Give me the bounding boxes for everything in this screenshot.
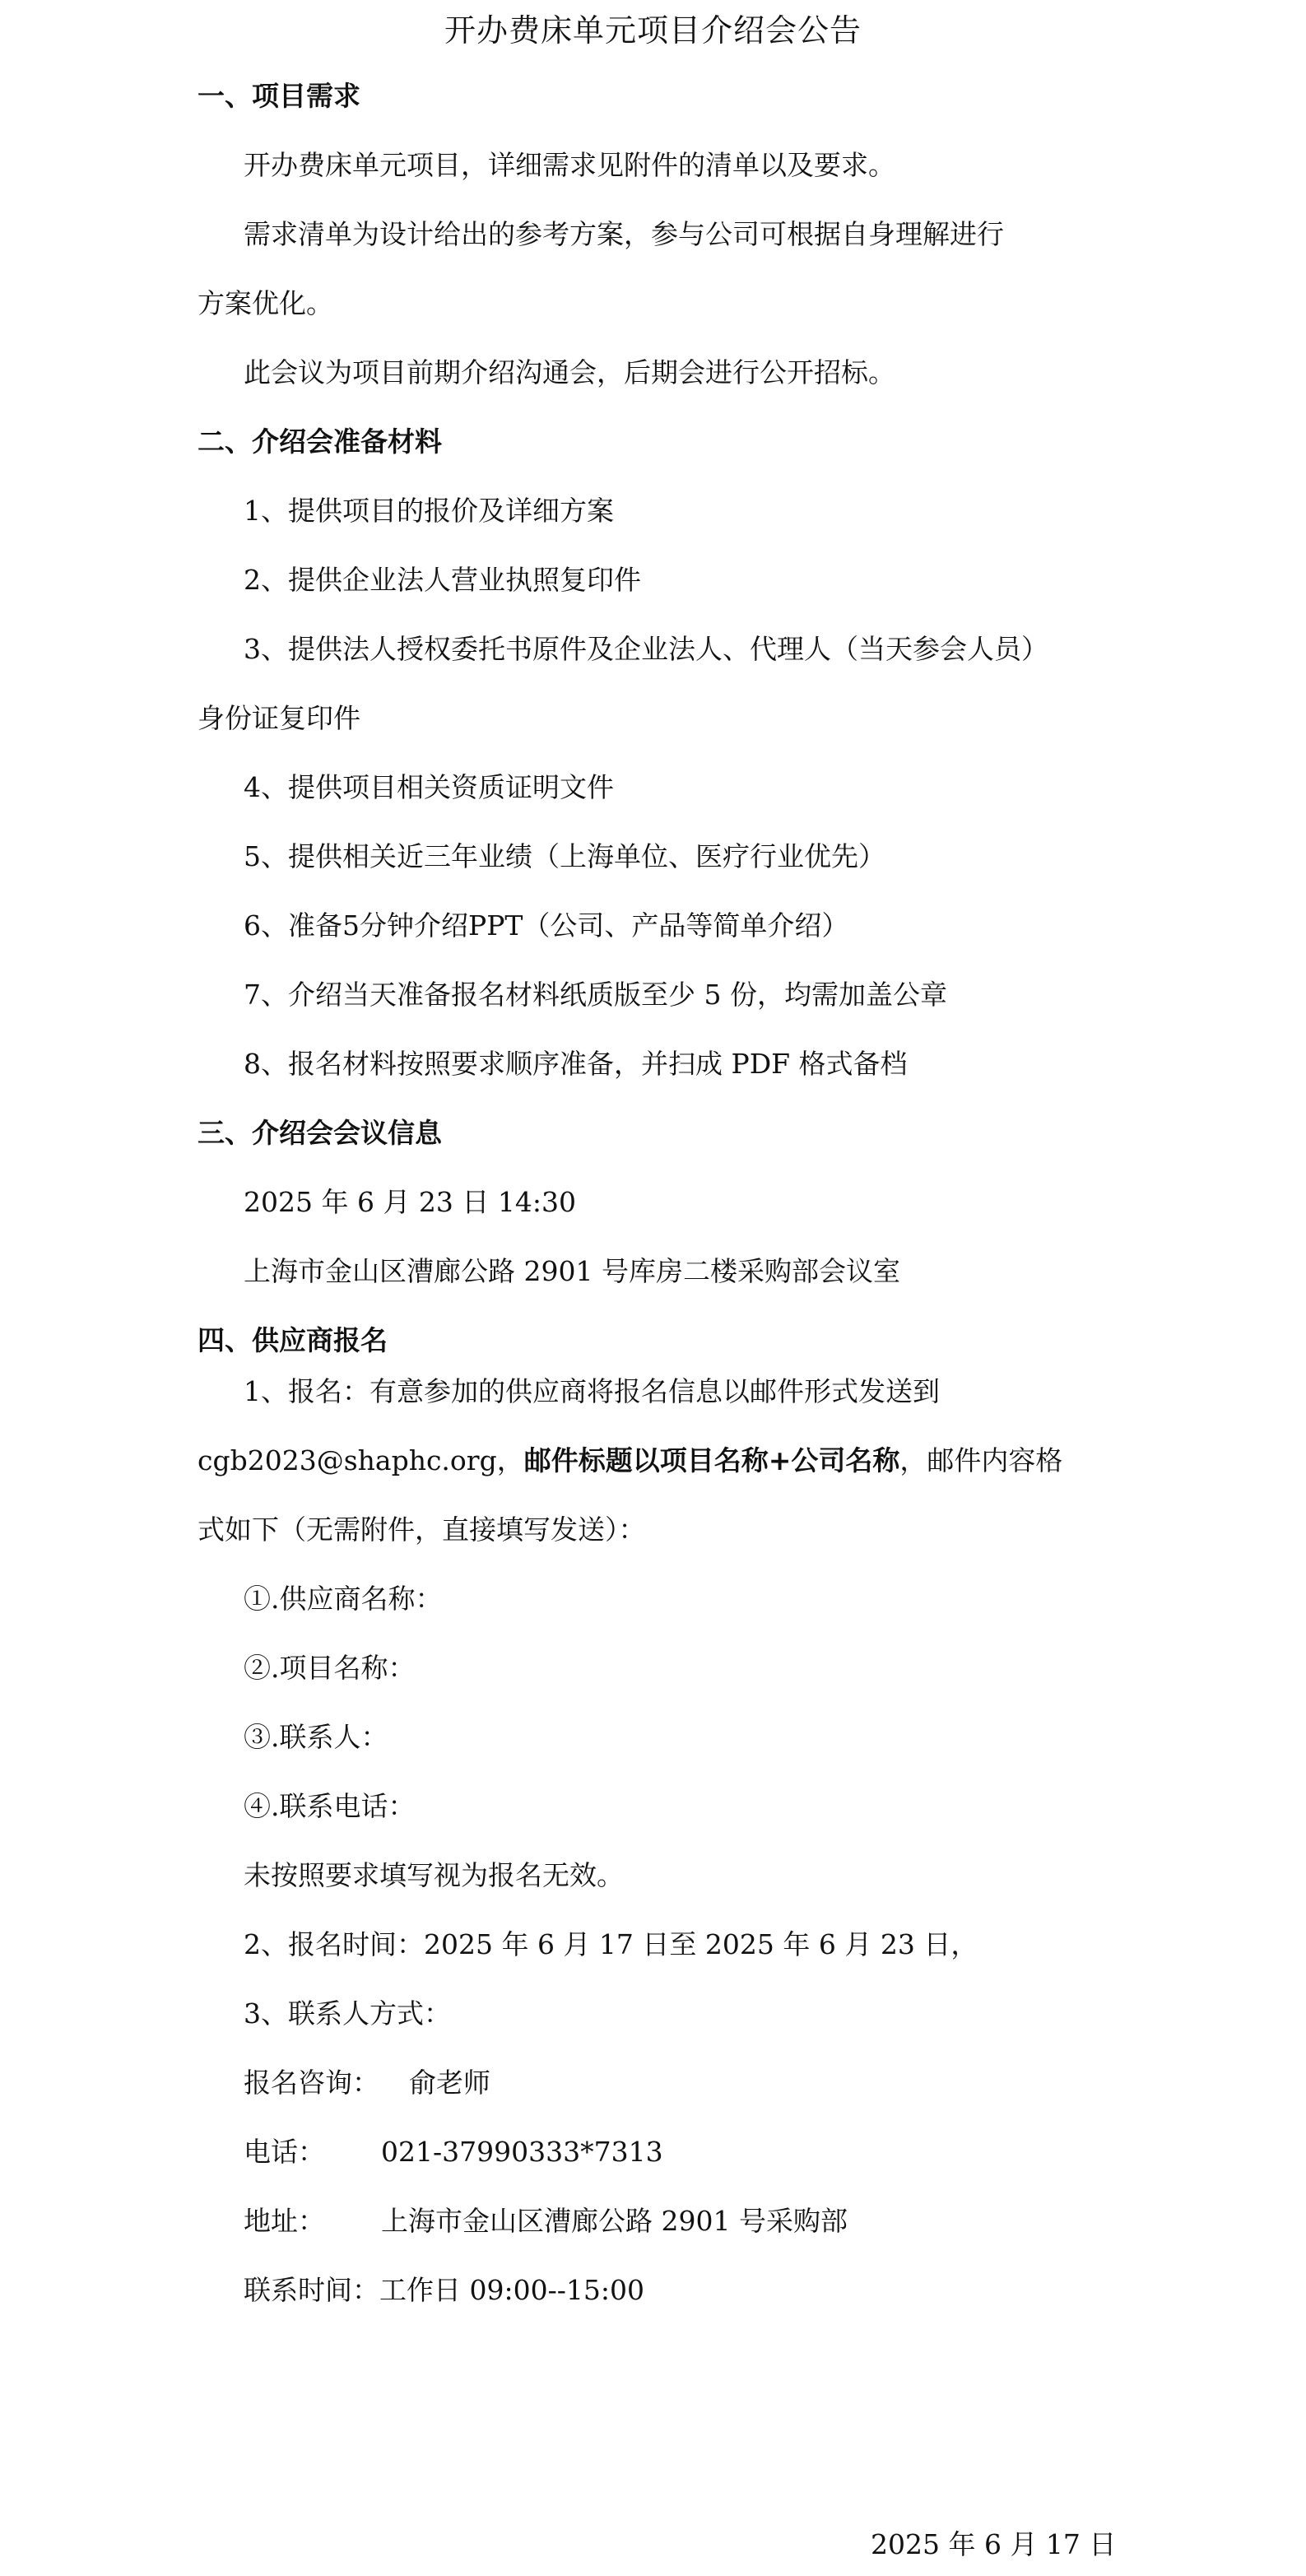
consult-label: 报名咨询： [244,2067,379,2099]
contact-hours: 联系时间：工作日 09:00--15:00 [244,2274,644,2306]
section-heading-registration: 四、供应商报名 [198,1324,388,1356]
registration-time: 2、报名时间：2025 年 6 月 17 日至 2025 年 6 月 23 日， [244,1928,978,1960]
meeting-location: 上海市金山区漕廊公路 2901 号库房二楼采购部会议室 [244,1255,900,1287]
list-item: 4、提供项目相关资质证明文件 [244,771,614,803]
form-field-contact-phone: ④.联系电话： [244,1790,416,1822]
phone-label: 电话： [244,2136,325,2168]
section-heading-materials: 二、介绍会准备材料 [198,425,442,458]
registration-text: 1、报名：有意参加的供应商将报名信息以邮件形式发送到 [244,1375,940,1407]
paragraph: 此会议为项目前期介绍沟通会，后期会进行公开招标。 [244,356,895,388]
contact-phone [244,2132,663,2172]
consult-value: 俞老师 [409,2067,490,2099]
list-item: 6、准备5分钟介绍PPT（公司、产品等简单介绍） [244,909,849,942]
list-item: 3、提供法人授权委托书原件及企业法人、代理人（当天参会人员） [244,633,1048,665]
registration-text-line3: 式如下（无需附件，直接填写发送）： [198,1514,646,1546]
list-item: 2、提供企业法人营业执照复印件 [244,564,641,596]
list-item: 7、介绍当天准备报名材料纸质版至少 5 份，均需加盖公章 [244,979,947,1011]
form-field-contact-person: ③.联系人： [244,1721,388,1753]
invalid-note: 未按照要求填写视为报名无效。 [244,1859,624,1891]
section-heading-meeting: 三、介绍会会议信息 [198,1117,442,1149]
address-label: 地址： [244,2205,325,2237]
contact-address [244,2202,848,2241]
contact-heading: 3、联系人方式： [244,1997,451,2030]
section-heading-requirements: 一、项目需求 [198,80,360,112]
form-field-project-name: ②.项目名称： [244,1652,416,1684]
paragraph: 开办费床单元项目，详细需求见附件的清单以及要求。 [244,149,895,181]
address-value: 上海市金山区漕廊公路 2901 号采购部 [381,2205,848,2237]
list-item: 8、报名材料按照要求顺序准备，并扫成 PDF 格式备档 [244,1048,908,1080]
document-title: 开办费床单元项目介绍会公告 [444,12,862,49]
registration-text-line2 [198,1441,1062,1481]
list-item: 5、提供相关近三年业绩（上海单位、医疗行业优先） [244,840,885,872]
contact-consult [244,2063,490,2103]
email-subject-requirement: 邮件标题以项目名称+公司名称 [523,1444,900,1476]
footer-date: 2025 年 6 月 17 日 [871,2528,1117,2560]
registration-text-tail: ，邮件内容格 [899,1444,1063,1476]
meeting-datetime: 2025 年 6 月 23 日 14:30 [244,1186,577,1218]
paragraph: 需求清单为设计给出的参考方案，参与公司可根据自身理解进行 [244,218,1004,250]
list-item: 1、提供项目的报价及详细方案 [244,495,614,527]
registration-email: cgb2023@shaphc.org， [198,1444,524,1476]
form-field-supplier-name: ①.供应商名称： [244,1583,443,1615]
paragraph-continuation: 方案优化。 [198,287,333,319]
phone-value: 021-37990333*7313 [381,2136,663,2168]
list-item-continuation: 身份证复印件 [198,702,360,734]
